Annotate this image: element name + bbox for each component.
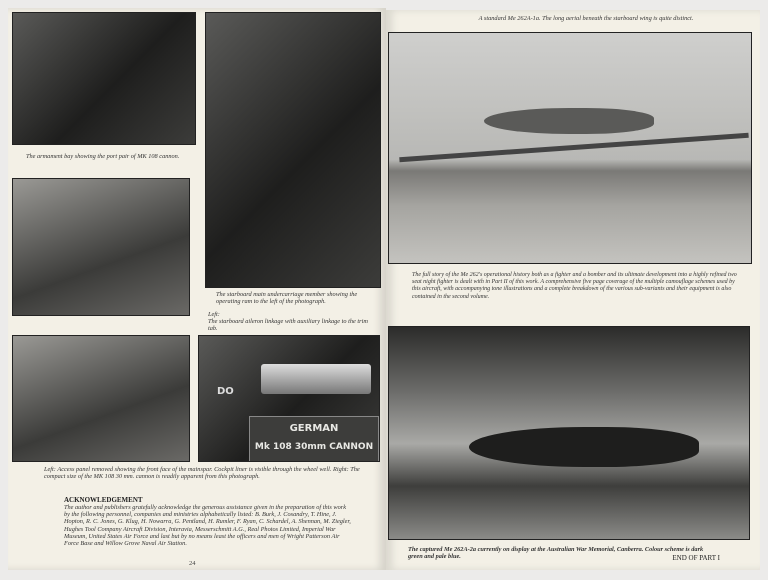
- acknowledgement-title: ACKNOWLEDGEMENT: [64, 496, 143, 504]
- photo-undercarriage: [205, 12, 381, 288]
- caption-armament-bay: The armament bay showing the port pair of MK 108 cannon.: [26, 153, 180, 160]
- photo-armament-bay: [12, 12, 196, 145]
- photo-me262-a1a: [388, 32, 752, 264]
- acknowledgement-body: The author and publishers gratefully acknowledge the generous assistance given in the preparation of this work by the following personnel, companies and ministries alphabetically listed: B. Burk, J. Cosandry, T. Hine, J. Hopton, R. C. Jones, G. Klug, H. Nowarra, G. Pentland, H. Rumler, F. Ryan, C. Schardel, A. Shennan, M. Ziegler, Hughes Tool Company Aircraft Division, Interavia, Messerschmitt A.G., Real Photos Limited, Imperial War Museum, United States Air Force and last but by no means least the officers and men of Wright Patterson Air Force Base and Willow Grove Naval Air Station.: [64, 504, 351, 548]
- photo-aileron-linkage: [12, 178, 190, 316]
- end-of-part-label: END OF PART I: [672, 554, 720, 562]
- caption-access-panel: Left: Access panel removed showing the front face of the mainspar. Cockpit liner is visible through the wheel well. Right: The compact size of the MK 108 30 mm. cannon is readily apparent from this photograph.: [44, 466, 360, 481]
- sign-line1: GERMAN: [289, 423, 339, 434]
- story-text: The full story of the Me 262's operational history both as a fighter and a bomber and its ultimate development into a highly refined two seat night fighter is dealt with in Part II of this work. A comprehensive five page coverage of the multiple camouflage schemes used by this aircraft, with accompanying tone illustrations and a complete breakdown of the various sub-variants and their equipment is also contained in the second volume.: [412, 272, 737, 300]
- sign-line2: Mk 108 30mm CANNON: [254, 442, 374, 452]
- aircraft-fuselage: [469, 427, 699, 467]
- cannon-sign: [249, 416, 379, 462]
- cannon-shape: [261, 364, 371, 394]
- caption-undercarriage: The starboard main undercarriage member showing the operating ram to the left of the photograph.: [216, 291, 358, 306]
- photo-mk108-cannon: [198, 335, 380, 462]
- caption-captured-me262: The captured Me 262A-2a currently on display at the Australian War Memorial, Canberra. Colour scheme is dark green and pale blue.: [408, 546, 704, 561]
- photo-captured-me262: [388, 326, 750, 540]
- caption-aileron: The starboard aileron linkage with auxiliary linkage to the trim tab.: [208, 318, 368, 333]
- page-number: 24: [189, 560, 196, 567]
- photo-access-panel: [12, 335, 190, 462]
- left-page: [8, 8, 386, 570]
- caption-standard-me262: A standard Me 262A-1a. The long aerial beneath the starboard wing is quite distinct.: [478, 15, 694, 22]
- caption-left-label: Left:: [208, 311, 220, 318]
- aircraft-wing: [399, 133, 748, 162]
- aircraft-fuselage: [484, 108, 654, 134]
- sign-side-text: DO: [217, 386, 234, 397]
- right-page: [386, 10, 760, 570]
